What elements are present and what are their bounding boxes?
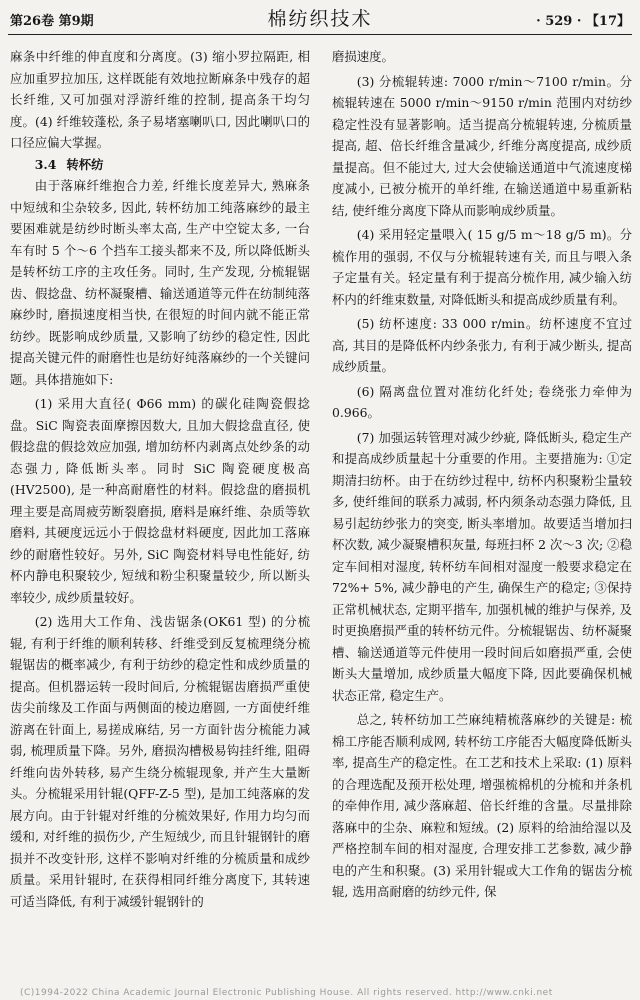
paragraph: 麻条中纤维的伸直度和分离度。(3) 缩小罗拉隔距, 相应加重罗拉加压, 这样既能有效地拉断麻条中残存的超长纤维, 又可加强对浮游纤维的控制, 提高条干均匀度。(4) 纤维较蓬松, 条子易堵塞喇叭口, 因此喇叭口的口径应偏大掌握。 [10, 49, 310, 150]
page-number: · 529 · 【17】 [536, 14, 630, 29]
paragraph: (1) 采用大直径( Φ66 mm) 的碳化硅陶瓷假捻盘。SiC 陶瓷表面摩擦因数大, 且加大假捻盘直径, 使假捻盘的假捻效应加强, 增加纺杯内剥离点处纱条的动态强力, 降低断头率。同时 SiC 陶瓷硬度极高(HV2500), 是一种高耐磨性的材料。假捻盘的磨损机理主要是高周疲劳断裂磨损, 磨料是麻纤维、杂质等软磨料, 其硬度远远小于假捻盘材料硬度, 因此加工落麻纱的耐磨性较好。另外, SiC 陶瓷材料导电性能好, 纺杯内静电积聚较少, 短绒和粉尘积聚量较少, 所以断头率较少, 成纱质量较好。 [10, 396, 310, 605]
paragraph: 由于落麻纤维抱合力差, 纤维长度差异大, 熟麻条中短绒和尘杂较多, 因此, 转杯纺加工纯落麻纱的最主要困难就是纺纱时断头率太高, 生产中空锭太多, 一台车有时 5 个～6 个挡车工接头都来不及, 所以降低断头是转杯纺工序的主攻任务。同时, 生产发现, 分梳辊锯齿、假捻盘、纺杯凝聚槽、输送通道等元件在纺制纯落麻纱时, 磨损速度相当快, 在很短的时间内就不能正常纺纱。既影响成纱质量, 又影响了纺纱的稳定性, 因此提高关键元件的耐磨性也是纺好纯落麻纱的一个关键问题。具体措施如下: [10, 178, 310, 387]
paragraph: (2) 选用大工作角、浅齿锯条(OK61 型) 的分梳辊, 有利于纤维的顺利转移、纤维受到反复梳理绕分梳辊锯齿的概率减少, 有利于纺纱的稳定性和成纱质量的提高。但机器运转一段时间后, 分梳辊锯齿磨损严重使齿尖前缘及工作面与两侧面的棱边磨圆, 一方面使纤维游离在针面上, 易搓成麻结, 另一方面针齿分梳能力减弱, 梳理质量下降。另外, 磨损沟槽极易钩挂纤维, 阻碍纤维向齿外转移, 易产生绕分梳辊现象, 并产生大量断头。分梳辊采用针辊(QFF-Z-5 型), 是加工纯落麻的发展方向。由于针辊对纤维的分梳效果好, 作用力均匀而缓和, 对纤维的损伤少, 产生短绒少, 而且针辊钢针的磨损并不改变针形, 这样不影响对纤维的分梳质量和成纱质量。采用针辊时, 在获得相同纤维分离度下, 其转速可适当降低, 有利于减缓针辊钢针的 [10, 614, 310, 909]
journal-title: 棉纺织技术 [267, 8, 373, 30]
section-number: 3.4 [34, 156, 57, 172]
paragraph: (7) 加强运转管理对减少纱疵, 降低断头, 稳定生产和提高成纱质量起十分重要的作用。主要措施为: ①定期清扫纺杯。由于在纺纱过程中, 纺杯内积聚粉尘量较多, 使纤维间的联系力减弱, 杯内须条动态强力降低, 且易引起纺纱张力的突变, 断头率增加。故要适当增加扫杯次数, 减少凝聚槽积灰量, 每班扫杯 2 次～3 次; ②稳定车间相对湿度, 转杯纺车间相对湿度一般要求稳定在 72%+ 5%, 减少静电的产生, 确保生产的稳定; ③保持正常机械状态, 定期平揩车, 加强机械的维护与保养, 及时更换磨损严重的转杯纺元件。分梳辊锯齿、纺杯凝聚槽、输送通道等元件使用一段时间后如磨损严重, 会使断头大量增加, 成纱质量大幅度下降, 因此要确保机械状态正常, 稳定生产。 [332, 429, 632, 703]
right-column [332, 46, 632, 990]
paragraph: 磨损速度。 [332, 49, 394, 64]
copyright-watermark: (C)1994-2022 China Academic Journal Electronic Publishing House. All rights reserved. http://www.cnki.net [20, 988, 553, 998]
paragraph: (4) 采用轻定量喂入( 15 g/5 m～18 g/5 m)。分梳作用的强弱, 不仅与分梳辊转速有关, 而且与喂入条子定量有关。轻定量有利于提高分梳作用, 减少输入纺杯内的纤维束数量, 对降低断头和提高成纱质量有利。 [332, 227, 632, 307]
left-column [10, 46, 310, 990]
paragraph: (6) 隔离盘位置对准纺化纤处; 卷绕张力牵伸为 0.966。 [332, 383, 632, 420]
volume-issue: 第26卷 第9期 [10, 14, 94, 29]
header-rule [8, 34, 632, 35]
paragraph: (3) 分梳辊转速: 7000 r/min～7100 r/min。分梳辊转速在 5000 r/min～9150 r/min 范围内对纺纱稳定性没有显著影响。适当提高分梳辊转速, 分梳质量提高, 超、倍长纤维含量减少, 纤维分离度提高, 成纱质量提高。但不能过大, 过大会使输送通道中气流速度梯度减小, 已被分梳开的单纤维, 在输送通道中易重新粘结, 使纤维分离度下降从而影响成纱质量。 [332, 73, 632, 218]
section-heading [10, 154, 310, 176]
paragraph: (5) 纺杯速度: 33 000 r/min。纺杯速度不宜过高, 其目的是降低杯内纱条张力, 有利于减少断头, 提高成纱质量。 [332, 316, 632, 374]
paragraph: 总之, 转杯纺加工苎麻纯精梳落麻纱的关键是: 梳棉工序能否顺利成网, 转杯纺工序能否大幅度降低断头率, 提高生产的稳定性。在工艺和技术上采取: (1) 原料的合理选配及预开松处理, 增强梳棉机的分梳和并条机的牵伸作用, 减少落麻超、倍长纤维的含量。尽量排除落麻中的尘杂、麻粒和短绒。(2) 原料的给油给湿以及严格控制车间的相对湿度, 合理安排工艺参数, 减少静电的产生和积聚。(3) 采用针辊或大工作角的锯齿分梳辊, 选用高耐磨的纺纱元件, 保 [332, 712, 632, 899]
page-header [0, 0, 640, 38]
section-title: 转杯纺 [66, 156, 104, 172]
